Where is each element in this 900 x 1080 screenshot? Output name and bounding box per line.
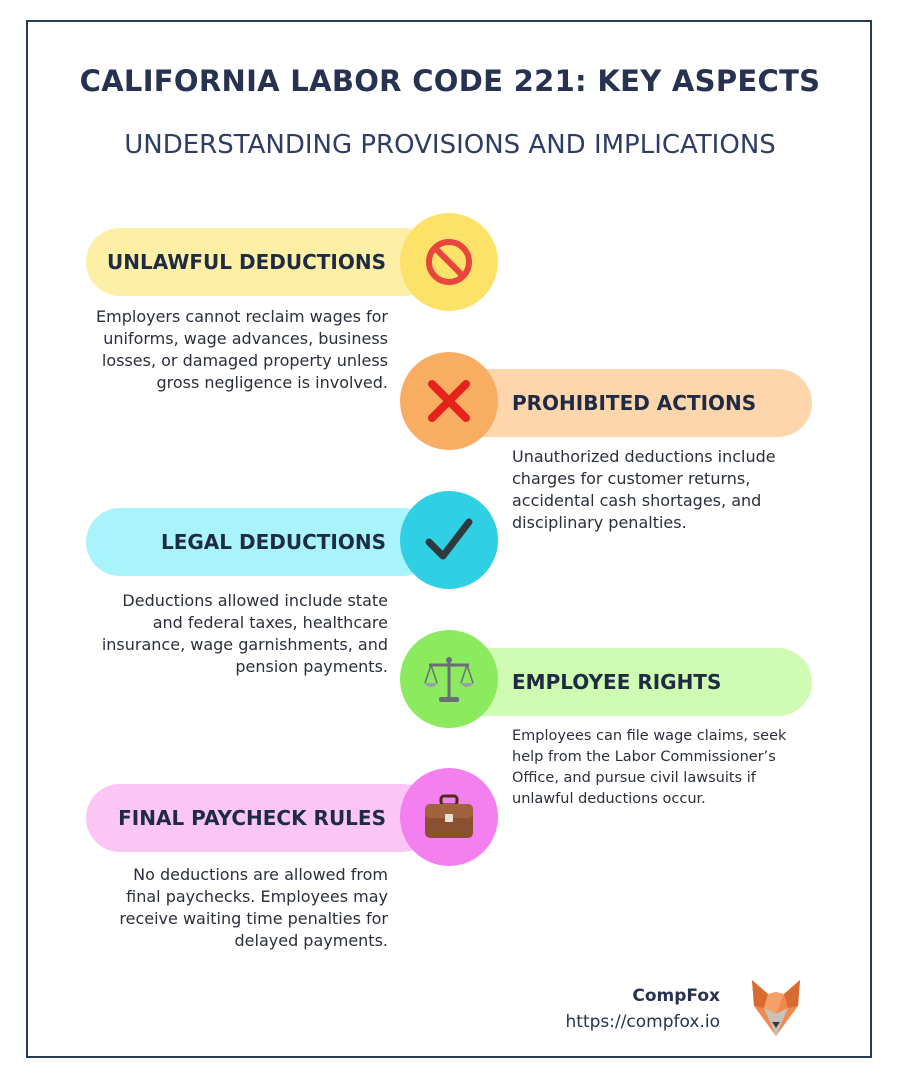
section-circle-final-paycheck-rules — [400, 768, 498, 866]
fox-logo-icon — [750, 978, 802, 1038]
page-title: CALIFORNIA LABOR CODE 221: KEY ASPECTS — [79, 64, 821, 98]
page-subtitle: UNDERSTANDING PROVISIONS AND IMPLICATIONS — [124, 130, 776, 160]
section-description-final-paycheck-rules: No deductions are allowed from final paychecks. Employees may receive waiting time penalties for delayed payments. — [119, 865, 388, 950]
section-circle-unlawful-deductions — [400, 213, 498, 311]
footer-brand-name: CompFox — [632, 986, 720, 1006]
balance-scale-icon — [421, 651, 477, 707]
section-description-employee-rights: Employees can file wage claims, seek help from the Labor Commissioner’s Office, and pursue civil lawsuits if unlawful deductions occur. — [512, 728, 787, 807]
cross-mark-icon — [424, 376, 474, 426]
section-circle-legal-deductions — [400, 491, 498, 589]
section-circle-employee-rights — [400, 630, 498, 728]
section-pill-final-paycheck-rules — [86, 784, 436, 852]
section-pill-legal-deductions — [86, 508, 436, 576]
section-description-prohibited-actions: Unauthorized deductions include charges for customer returns, accidental cash shortages, and disciplinary penalties. — [512, 447, 776, 532]
section-label: EMPLOYEE RIGHTS — [512, 670, 722, 694]
section-label: LEGAL DEDUCTIONS — [160, 530, 386, 554]
prohibited-icon — [424, 237, 474, 287]
section-circle-prohibited-actions — [400, 352, 498, 450]
footer-url-link[interactable]: https://compfox.io — [565, 1012, 720, 1032]
section-label: UNLAWFUL DEDUCTIONS — [107, 250, 386, 274]
section-description-legal-deductions: Deductions allowed include state and federal taxes, healthcare insurance, wage garnishments, and pension payments. — [101, 591, 388, 676]
section-label: FINAL PAYCHECK RULES — [118, 806, 386, 830]
section-description-unlawful-deductions: Employers cannot reclaim wages for uniforms, wage advances, business losses, or damaged property unless gross negligence is involved. — [96, 307, 388, 392]
briefcase-icon — [422, 792, 476, 842]
check-mark-icon — [423, 514, 475, 566]
section-label: PROHIBITED ACTIONS — [512, 391, 757, 415]
section-pill-unlawful-deductions — [86, 228, 436, 296]
